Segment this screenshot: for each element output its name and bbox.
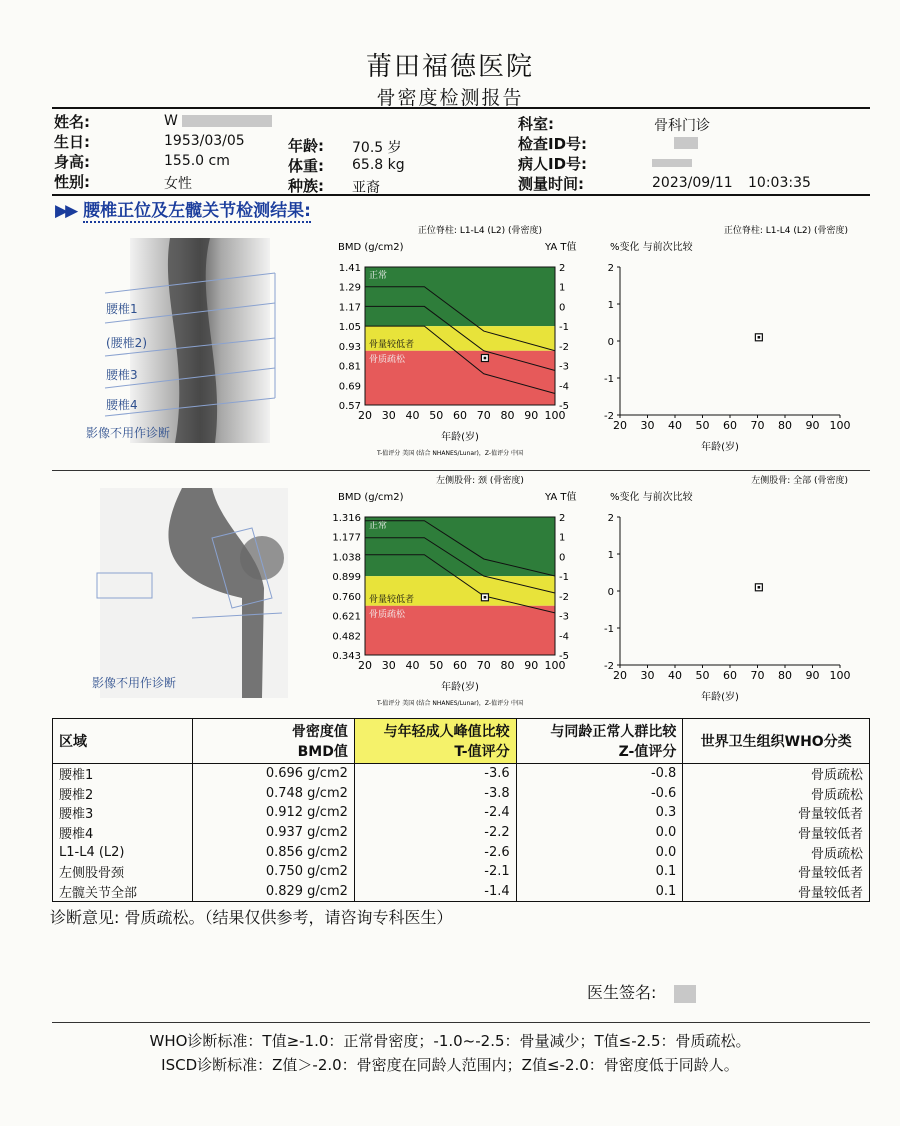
patient-point-center xyxy=(484,596,487,599)
x-tick-label: 20 xyxy=(358,409,372,422)
ethnicity-value: 亚裔 xyxy=(352,180,380,196)
cell-bmd: 0.912 g/cm2 xyxy=(192,803,354,823)
x-tick-label: 40 xyxy=(405,409,420,422)
chart-title: 正位脊柱: L1-L4 (L2) (骨密度) xyxy=(723,226,848,236)
cell-bmd: 0.937 g/cm2 xyxy=(192,823,354,843)
x-tick-label: 70 xyxy=(750,669,765,682)
patient-id-label: 病人ID号: xyxy=(518,155,588,173)
th-who: 世界卫生组织WHO分类 xyxy=(683,719,870,764)
y-right-tick-label: -5 xyxy=(559,651,569,662)
cell-bmd: 0.829 g/cm2 xyxy=(192,882,354,902)
footnote: T-值评分 美国 (结合 NHANES/Lunar)，Z-值评分 中国 xyxy=(377,700,523,707)
spine-trend-chart xyxy=(598,222,860,462)
cell-region: 腰椎3 xyxy=(53,803,193,823)
cell-z-score: -0.8 xyxy=(516,764,683,784)
section-title: ▶▶ 腰椎正位及左髋关节检测结果: xyxy=(55,201,311,221)
cell-t-score: -3.8 xyxy=(354,784,516,804)
y-tick-label: 0.482 xyxy=(332,631,361,643)
y-right-tick-label: -2 xyxy=(559,591,569,603)
height-label: 身高: xyxy=(54,153,90,171)
y-tick-label: 1.038 xyxy=(332,552,361,564)
y-right-tick-label: -2 xyxy=(559,341,569,353)
who-standard: WHO诊断标准：T值≥-1.0：正常骨密度；-1.0~-2.5：骨量减少；T值≤-2.5：骨质疏松。 xyxy=(149,1032,751,1050)
y-tick-label: 1.29 xyxy=(338,282,361,294)
cell-t-score: -3.6 xyxy=(354,764,516,784)
cell-bmd: 0.748 g/cm2 xyxy=(192,784,354,804)
dept-label: 科室: xyxy=(518,115,554,133)
cell-region: 腰椎1 xyxy=(53,764,193,784)
y-tick-label: 0.69 xyxy=(338,381,361,393)
time-value: 2023/09/11 xyxy=(652,175,733,191)
results-table xyxy=(52,718,870,902)
zone-label: 骨质疏松 xyxy=(369,354,406,365)
x-tick-label: 80 xyxy=(500,409,515,422)
x-tick-label: 50 xyxy=(695,669,710,682)
diagnosis-text: 诊断意见: 骨质疏松。（结果仅供参考，请咨询专科医生） xyxy=(50,908,453,927)
dept-value: 骨科门诊 xyxy=(654,118,710,134)
y-tick-label: 1 xyxy=(607,550,614,561)
cell-z-score: 0.0 xyxy=(516,823,683,843)
iscd-standard: ISCD诊断标准：Z值＞-2.0：骨密度在同龄人范围内；Z值≤-2.0：骨密度低于同龄人。 xyxy=(161,1056,739,1074)
x-tick-label: 70 xyxy=(476,659,491,672)
x-tick-label: 20 xyxy=(358,659,372,672)
age-value: 70.5 岁 xyxy=(352,140,402,156)
spine-label-l3: 腰椎3 xyxy=(106,368,138,382)
divider xyxy=(52,470,870,471)
y-axis-label: BMD (g/cm2) xyxy=(338,242,404,253)
y-tick-label: 1.17 xyxy=(338,302,361,314)
y-right-tick-label: 2 xyxy=(559,263,566,274)
exam-id-label: 检查ID号: xyxy=(518,135,588,153)
x-tick-label: 60 xyxy=(453,409,467,422)
y-tick-label: -1 xyxy=(604,624,614,635)
table-header-row xyxy=(53,719,870,764)
y-axis-right-label: YA T值 xyxy=(545,492,577,503)
change-point-center xyxy=(758,586,761,589)
x-tick-label: 60 xyxy=(723,419,737,432)
ethnicity-label: 种族: xyxy=(288,177,324,195)
spine-bmd-chart xyxy=(330,222,580,462)
zone-band xyxy=(365,517,555,576)
table-row xyxy=(53,803,870,823)
th-bmd: 骨密度值 BMD值 xyxy=(192,719,354,764)
zone-label: 骨量较低者 xyxy=(369,594,415,605)
y-tick-label: -1 xyxy=(604,374,614,385)
spine-label-l4: 腰椎4 xyxy=(106,398,138,412)
y-tick-label: 1.41 xyxy=(338,263,361,274)
zone-label: 骨质疏松 xyxy=(369,609,406,620)
cell-bmd: 0.750 g/cm2 xyxy=(192,862,354,882)
chart-title: 正位脊柱: L1-L4 (L2) (骨密度) xyxy=(417,226,543,236)
y-tick-label: 0.760 xyxy=(332,591,361,603)
x-tick-label: 50 xyxy=(429,409,444,422)
footer-divider xyxy=(52,1022,870,1023)
x-tick-label: 90 xyxy=(524,659,539,672)
chart-title: 左侧股骨: 颈 (骨密度) xyxy=(436,476,524,486)
th-z-score: 与同龄正常人群比较 Z-值评分 xyxy=(516,719,683,764)
x-tick-label: 20 xyxy=(613,419,627,432)
cell-who: 骨量较低者 xyxy=(683,823,870,843)
cell-who: 骨量较低者 xyxy=(683,803,870,823)
cell-region: 左髋关节全部 xyxy=(53,882,193,902)
cell-bmd: 0.856 g/cm2 xyxy=(192,842,354,862)
y-right-tick-label: -3 xyxy=(559,361,569,373)
spine-scan-image xyxy=(86,238,278,443)
cell-z-score: 0.0 xyxy=(516,842,683,862)
x-tick-label: 40 xyxy=(405,659,420,672)
patient-id-value xyxy=(652,155,692,171)
zone-label: 正常 xyxy=(369,521,388,531)
y-tick-label: -2 xyxy=(604,411,614,422)
cell-t-score: -2.6 xyxy=(354,842,516,862)
x-tick-label: 90 xyxy=(524,409,539,422)
table-row xyxy=(53,784,870,804)
x-tick-label: 80 xyxy=(500,659,515,672)
cell-t-score: -2.1 xyxy=(354,862,516,882)
y-tick-label: 0.899 xyxy=(332,572,361,584)
y-axis-label: %变化 与前次比较 xyxy=(610,492,693,503)
y-tick-label: 0.343 xyxy=(332,651,361,662)
y-axis-label: %变化 与前次比较 xyxy=(610,242,693,253)
cell-region: 腰椎2 xyxy=(53,784,193,804)
y-tick-label: 1.05 xyxy=(338,322,361,334)
time-clock: 10:03:35 xyxy=(748,175,811,191)
y-right-tick-label: -1 xyxy=(559,572,569,584)
cell-who: 骨质疏松 xyxy=(683,764,870,784)
x-tick-label: 40 xyxy=(668,419,682,432)
y-tick-label: -2 xyxy=(604,661,614,672)
birth-label: 生日: xyxy=(54,133,90,151)
x-tick-label: 70 xyxy=(750,419,765,432)
cell-who: 骨质疏松 xyxy=(683,842,870,862)
cell-region: 左侧股骨颈 xyxy=(53,862,193,882)
double-arrow-icon: ▶▶ xyxy=(55,201,76,221)
weight-label: 体重: xyxy=(288,157,324,175)
hip-bmd-chart xyxy=(330,472,580,712)
x-tick-label: 50 xyxy=(695,419,710,432)
x-axis-label: 年龄(岁) xyxy=(701,442,739,453)
x-tick-label: 30 xyxy=(640,669,655,682)
y-tick-label: 0 xyxy=(607,337,614,348)
cell-region: 腰椎4 xyxy=(53,823,193,843)
chart-title: 左侧股骨: 全部 (骨密度) xyxy=(751,476,848,486)
weight-value: 65.8 kg xyxy=(352,157,405,173)
cell-who: 骨量较低者 xyxy=(683,882,870,902)
y-tick-label: 0.621 xyxy=(332,611,361,623)
x-tick-label: 60 xyxy=(453,659,467,672)
y-right-tick-label: 2 xyxy=(559,513,566,524)
x-tick-label: 60 xyxy=(723,669,737,682)
hospital-name: 莆田福德医院 xyxy=(365,52,534,82)
cell-who: 骨量较低者 xyxy=(683,862,870,882)
cell-t-score: -2.2 xyxy=(354,823,516,843)
table-row xyxy=(53,764,870,784)
change-point-center xyxy=(758,336,761,339)
sex-label: 性别: xyxy=(54,173,90,191)
y-right-tick-label: -4 xyxy=(559,381,569,393)
x-tick-label: 100 xyxy=(829,419,851,432)
cell-region: L1-L4 (L2) xyxy=(53,842,193,862)
patient-info xyxy=(52,107,870,196)
x-tick-label: 50 xyxy=(429,659,444,672)
exam-id-value xyxy=(674,135,698,151)
cell-z-score: 0.3 xyxy=(516,803,683,823)
y-right-tick-label: -1 xyxy=(559,322,569,334)
y-right-tick-label: -4 xyxy=(559,631,569,643)
y-tick-label: 1 xyxy=(607,300,614,311)
table-row xyxy=(53,862,870,882)
y-tick-label: 1.316 xyxy=(332,513,361,524)
spine-label-l1: 腰椎1 xyxy=(106,302,138,316)
x-tick-label: 70 xyxy=(476,409,491,422)
y-right-tick-label: 0 xyxy=(559,552,566,564)
y-tick-label: 2 xyxy=(607,513,614,524)
x-tick-label: 30 xyxy=(381,659,396,672)
x-axis-label: 年龄(岁) xyxy=(441,682,479,693)
table-row xyxy=(53,882,870,902)
table-row xyxy=(53,842,870,862)
hip-scan-image xyxy=(92,488,288,698)
x-tick-label: 40 xyxy=(668,669,682,682)
birth-value: 1953/03/05 xyxy=(164,133,245,149)
x-tick-label: 100 xyxy=(544,409,566,422)
th-region: 区域 xyxy=(53,719,193,764)
x-tick-label: 100 xyxy=(829,669,851,682)
height-value: 155.0 cm xyxy=(164,153,230,169)
x-tick-label: 20 xyxy=(613,669,627,682)
time-label: 测量时间: xyxy=(518,175,584,193)
cell-t-score: -1.4 xyxy=(354,882,516,902)
zone-label: 骨量较低者 xyxy=(369,339,415,350)
cell-z-score: 0.1 xyxy=(516,862,683,882)
y-right-tick-label: 1 xyxy=(559,532,566,544)
hip-trend-chart xyxy=(598,472,860,712)
y-right-tick-label: 0 xyxy=(559,302,566,314)
y-right-tick-label: -3 xyxy=(559,611,569,623)
x-axis-label: 年龄(岁) xyxy=(701,692,739,703)
doctor-signature: 医生签名: xyxy=(587,980,696,1003)
y-tick-label: 0.93 xyxy=(338,341,361,353)
y-axis-label: BMD (g/cm2) xyxy=(338,492,404,503)
name-label: 姓名: xyxy=(54,113,90,131)
cell-who: 骨质疏松 xyxy=(683,784,870,804)
table-row xyxy=(53,823,870,843)
y-tick-label: 0.57 xyxy=(338,401,361,412)
y-tick-label: 0.81 xyxy=(338,361,361,373)
y-right-tick-label: -5 xyxy=(559,401,569,412)
spine-label-l2: (腰椎2) xyxy=(106,336,147,350)
y-right-tick-label: 1 xyxy=(559,282,566,294)
y-tick-label: 1.177 xyxy=(332,532,361,544)
y-tick-label: 2 xyxy=(607,263,614,274)
report-title: 骨密度检测报告 xyxy=(376,87,524,109)
x-tick-label: 90 xyxy=(805,669,820,682)
x-tick-label: 30 xyxy=(640,419,655,432)
footnote: T-值评分 美国 (结合 NHANES/Lunar)，Z-值评分 中国 xyxy=(377,450,523,457)
cell-z-score: 0.1 xyxy=(516,882,683,902)
y-axis-right-label: YA T值 xyxy=(545,242,577,253)
th-t-score: 与年轻成人峰值比较 T-值评分 xyxy=(354,719,516,764)
x-tick-label: 30 xyxy=(381,409,396,422)
hip-scan-graphic xyxy=(92,488,288,698)
age-label: 年龄: xyxy=(288,137,324,155)
cell-bmd: 0.696 g/cm2 xyxy=(192,764,354,784)
cell-t-score: -2.4 xyxy=(354,803,516,823)
name-value: W xyxy=(164,113,272,129)
spine-no-diagnosis-note: 影像不用作诊断 xyxy=(86,426,171,440)
zone-label: 正常 xyxy=(369,271,388,281)
x-tick-label: 90 xyxy=(805,419,820,432)
x-tick-label: 100 xyxy=(544,659,566,672)
zone-band xyxy=(365,267,555,326)
hip-no-diagnosis-note: 影像不用作诊断 xyxy=(92,676,177,690)
x-axis-label: 年龄(岁) xyxy=(441,432,479,443)
sex-value: 女性 xyxy=(164,176,192,192)
patient-point-center xyxy=(484,357,487,360)
y-tick-label: 0 xyxy=(607,587,614,598)
x-tick-label: 80 xyxy=(778,419,792,432)
cell-z-score: -0.6 xyxy=(516,784,683,804)
x-tick-label: 80 xyxy=(778,669,792,682)
